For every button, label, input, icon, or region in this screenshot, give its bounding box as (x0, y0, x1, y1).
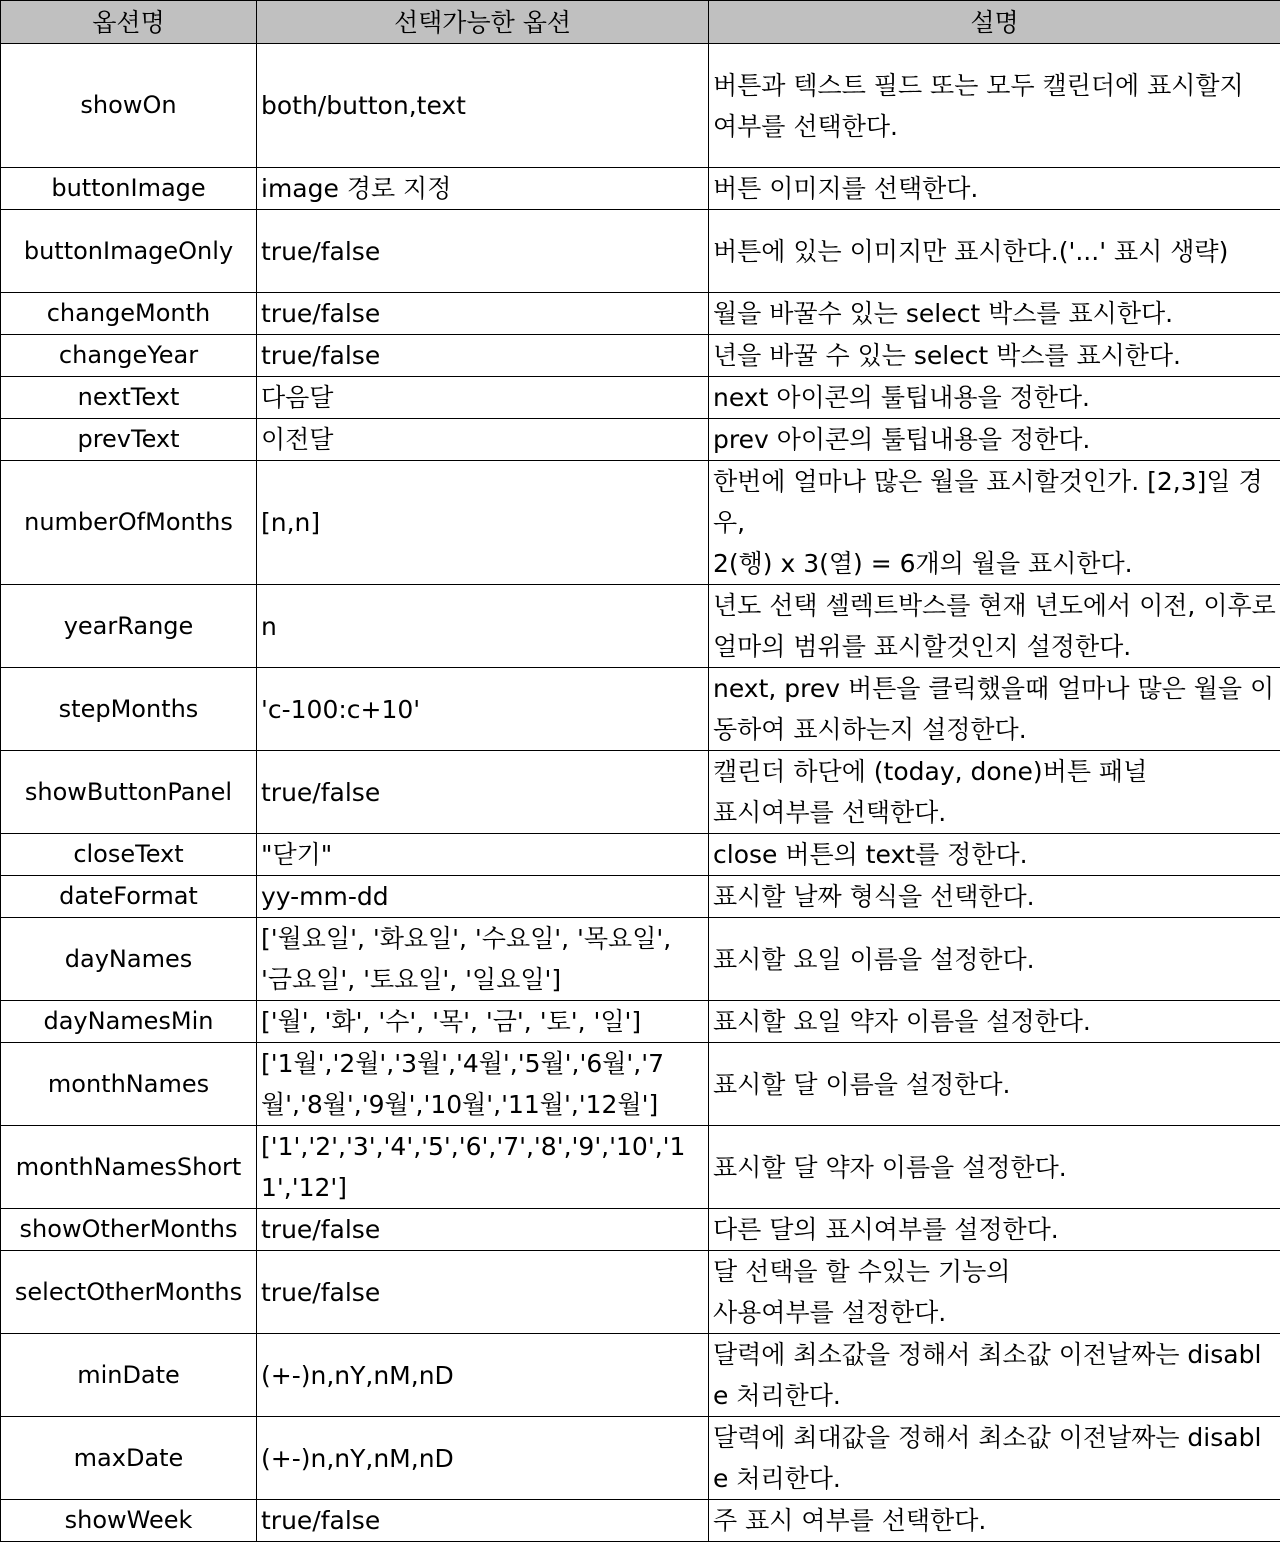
option-value-cell: "닫기" (257, 834, 709, 876)
option-value-cell: ['월요일', '화요일', '수요일', '목요일', '금요일', '토요일', '일요일'] (257, 918, 709, 1001)
option-value-cell: true/false (257, 751, 709, 834)
option-name-cell: nextText (1, 377, 257, 419)
option-description-cell: 한번에 얼마나 많은 월을 표시할것인가. [2,3]일 경우, 2(행) x 3(열) = 6개의 월을 표시한다. (709, 461, 1280, 585)
option-description-cell: close 버튼의 text를 정한다. (709, 834, 1280, 876)
table-row (1, 210, 1280, 293)
option-name-cell: showOtherMonths (1, 1209, 257, 1251)
option-value-cell: true/false (257, 1500, 709, 1542)
option-description-cell: 표시할 요일 약자 이름을 설정한다. (709, 1001, 1280, 1043)
option-description-cell: 년을 바꿀 수 있는 select 박스를 표시한다. (709, 335, 1280, 377)
option-name-cell: showButtonPanel (1, 751, 257, 834)
option-value-cell: 'c-100:c+10' (257, 668, 709, 751)
option-value-cell: ['월', '화', '수', '목', '금', '토', '일'] (257, 1001, 709, 1043)
header-available-options: 선택가능한 옵션 (257, 1, 709, 44)
table-row (1, 335, 1280, 377)
table-row (1, 293, 1280, 335)
option-value-cell: [n,n] (257, 461, 709, 585)
option-name-cell: dayNamesMin (1, 1001, 257, 1043)
option-name-cell: monthNames (1, 1043, 257, 1126)
option-name-cell: maxDate (1, 1417, 257, 1500)
table-row (1, 1001, 1280, 1043)
option-name-cell: closeText (1, 834, 257, 876)
table-row (1, 876, 1280, 918)
option-name-cell: monthNamesShort (1, 1126, 257, 1209)
option-value-cell: n (257, 585, 709, 668)
table-body (1, 44, 1280, 1542)
option-value-cell: image 경로 지정 (257, 168, 709, 210)
option-name-cell: minDate (1, 1334, 257, 1417)
option-value-cell: (+-)n,nY,nM,nD (257, 1334, 709, 1417)
option-name-cell: buttonImage (1, 168, 257, 210)
option-value-cell: ['1','2','3','4','5','6','7','8','9','10','11','12'] (257, 1126, 709, 1209)
option-value-cell: true/false (257, 293, 709, 335)
option-name-cell: yearRange (1, 585, 257, 668)
table-row (1, 377, 1280, 419)
option-description-cell: 버튼 이미지를 선택한다. (709, 168, 1280, 210)
table-row (1, 1126, 1280, 1209)
option-value-cell: 이전달 (257, 419, 709, 461)
header-description: 설명 (709, 1, 1280, 44)
option-description-cell: next, prev 버튼을 클릭했을때 얼마나 많은 월을 이동하여 표시하는지 설정한다. (709, 668, 1280, 751)
option-value-cell: ['1월','2월','3월','4월','5월','6월','7월','8월','9월','10월','11월','12월'] (257, 1043, 709, 1126)
option-name-cell: changeYear (1, 335, 257, 377)
table-row (1, 1334, 1280, 1417)
table-row (1, 44, 1280, 168)
option-description-cell: 달력에 최소값을 정해서 최소값 이전날짜는 disable 처리한다. (709, 1334, 1280, 1417)
table-row (1, 668, 1280, 751)
option-name-cell: showWeek (1, 1500, 257, 1542)
table-row (1, 751, 1280, 834)
option-name-cell: dateFormat (1, 876, 257, 918)
option-description-cell: 버튼과 텍스트 필드 또는 모두 캘린더에 표시할지 여부를 선택한다. (709, 44, 1280, 168)
table-row (1, 918, 1280, 1001)
option-description-cell: 표시할 달 이름을 설정한다. (709, 1043, 1280, 1126)
table-row (1, 1500, 1280, 1542)
option-value-cell: both/button,text (257, 44, 709, 168)
table-row (1, 834, 1280, 876)
option-value-cell: (+-)n,nY,nM,nD (257, 1417, 709, 1500)
option-value-cell: true/false (257, 1251, 709, 1334)
option-name-cell: prevText (1, 419, 257, 461)
option-name-cell: numberOfMonths (1, 461, 257, 585)
option-description-cell: 주 표시 여부를 선택한다. (709, 1500, 1280, 1542)
option-name-cell: showOn (1, 44, 257, 168)
table-row (1, 1251, 1280, 1334)
option-description-cell: 달력에 최대값을 정해서 최소값 이전날짜는 disable 처리한다. (709, 1417, 1280, 1500)
option-description-cell: 월을 바꿀수 있는 select 박스를 표시한다. (709, 293, 1280, 335)
option-value-cell: true/false (257, 210, 709, 293)
option-value-cell: true/false (257, 335, 709, 377)
option-description-cell: 표시할 달 약자 이름을 설정한다. (709, 1126, 1280, 1209)
option-description-cell: 다른 달의 표시여부를 설정한다. (709, 1209, 1280, 1251)
table-row (1, 585, 1280, 668)
header-option-name: 옵션명 (1, 1, 257, 44)
option-name-cell: changeMonth (1, 293, 257, 335)
table-row (1, 1043, 1280, 1126)
option-description-cell: 표시할 날짜 형식을 선택한다. (709, 876, 1280, 918)
table-row (1, 461, 1280, 585)
option-name-cell: buttonImageOnly (1, 210, 257, 293)
option-name-cell: dayNames (1, 918, 257, 1001)
option-description-cell: 달 선택을 할 수있는 기능의 사용여부를 설정한다. (709, 1251, 1280, 1334)
option-value-cell: yy-mm-dd (257, 876, 709, 918)
option-value-cell: 다음달 (257, 377, 709, 419)
option-description-cell: 년도 선택 셀렉트박스를 현재 년도에서 이전, 이후로얼마의 범위를 표시할것인지 설정한다. (709, 585, 1280, 668)
table-row (1, 168, 1280, 210)
option-name-cell: stepMonths (1, 668, 257, 751)
table-row (1, 1417, 1280, 1500)
table-row (1, 419, 1280, 461)
option-description-cell: next 아이콘의 툴팁내용을 정한다. (709, 377, 1280, 419)
option-description-cell: prev 아이콘의 툴팁내용을 정한다. (709, 419, 1280, 461)
table-row (1, 1209, 1280, 1251)
option-description-cell: 캘린더 하단에 (today, done)버튼 패널 표시여부를 선택한다. (709, 751, 1280, 834)
header-row (1, 1, 1280, 44)
option-value-cell: true/false (257, 1209, 709, 1251)
option-description-cell: 버튼에 있는 이미지만 표시한다.('...' 표시 생략) (709, 210, 1280, 293)
option-description-cell: 표시할 요일 이름을 설정한다. (709, 918, 1280, 1001)
option-name-cell: selectOtherMonths (1, 1251, 257, 1334)
